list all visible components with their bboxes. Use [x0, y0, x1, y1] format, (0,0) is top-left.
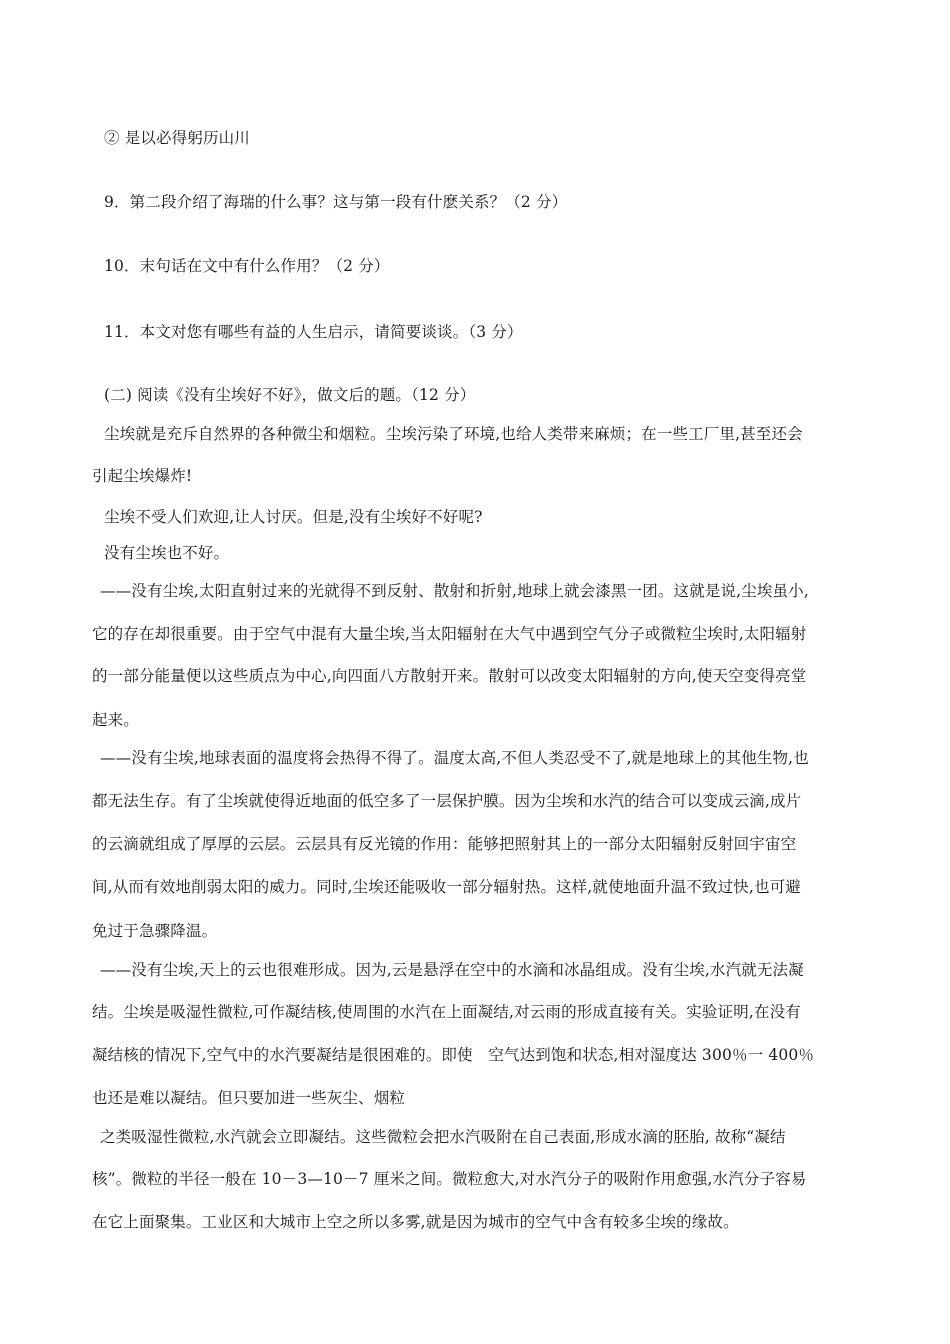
passage-line: 尘埃不受人们欢迎,让人讨厌。但是,没有尘埃好不好呢?: [104, 508, 483, 526]
passage-line: ——没有尘埃,天上的云也很难形成。因为,云是悬浮在空中的水滴和冰晶组成。没有尘埃,水汽就无法凝: [100, 961, 804, 979]
section-2-heading: (二) 阅读《没有尘埃好不好》，做文后的题。（12 分）: [104, 386, 476, 404]
passage-line: 的一部分能量便以这些质点为中心,向四面八方散射开来。散射可以改变太阳辐射的方向,使天空变得亮堂: [92, 667, 807, 685]
passage-line: 它的存在却很重要。由于空气中混有大量尘埃,当太阳辐射在大气中遇到空气分子或微粒尘埃时,太阳辐射: [92, 625, 807, 643]
passage-line: 的云滴就组成了厚厚的云层。云层具有反光镜的作用：能够把照射其上的一部分太阳辐射反射回宇宙空: [92, 835, 797, 853]
passage-line: 凝结核的情况下,空气中的水汽要凝结是很困难的。即使 空气达到饱和状态,相对湿度达 300％一 400％: [92, 1046, 815, 1064]
question-8-item-2: ② 是以必得躬历山川: [104, 129, 250, 147]
passage-line: 起来。: [92, 711, 139, 729]
question-10: 10．末句话在文中有什么作用？（2 分）: [104, 257, 390, 275]
passage-line: 尘埃就是充斥自然界的各种微尘和烟粒。尘埃污染了环境,也给人类带来麻烦；在一些工厂里,甚至还会: [104, 425, 803, 443]
passage-line: 都无法生存。有了尘埃就使得近地面的低空多了一层保护膜。因为尘埃和水汽的结合可以变成云滴,成片: [92, 792, 802, 810]
question-11: 11．本文对您有哪些有益的人生启示，请简要谈谈。（3 分）: [104, 323, 523, 341]
passage-line: 在它上面聚集。工业区和大城市上空之所以多雾,就是因为城市的空气中含有较多尘埃的缘故。: [92, 1213, 739, 1231]
passage-line: 没有尘埃也不好。: [104, 544, 230, 562]
passage-line: ——没有尘埃,地球表面的温度将会热得不得了。温度太高,不但人类忍受不了,就是地球上的其他生物,也: [100, 749, 809, 767]
question-9: 9．第二段介绍了海瑞的什么事？这与第一段有什麽关系？（2 分）: [104, 193, 568, 211]
passage-line: 之类吸湿性微粒,水汽就会立即凝结。这些微粒会把水汽吸附在自己表面,形成水滴的胚胎, 故称“凝结: [100, 1128, 786, 1146]
passage-line: 结。尘埃是吸湿性微粒,可作凝结核,使周围的水汽在上面凝结,对云雨的形成直接有关。实验证明,在没有: [92, 1003, 801, 1021]
passage-line: 也还是难以凝结。但只要加进一些灰尘、烟粒: [92, 1089, 406, 1107]
passage-line: ——没有尘埃,太阳直射过来的光就得不到反射、散射和折射,地球上就会漆黑一团。这就是说,尘埃虽小,: [100, 582, 809, 600]
passage-line: 核”。微粒的半径一般在 10－3—10－7 厘米之间。微粒愈大,对水汽分子的吸附作用愈强,水汽分子容易: [92, 1170, 807, 1188]
passage-line: 引起尘埃爆炸!: [92, 467, 193, 485]
passage-line: 免过于急骤降温。: [92, 922, 218, 940]
passage-line: 间,从而有效地削弱太阳的威力。同时,尘埃还能吸收一部分辐射热。这样,就使地面升温不致过快,也可避: [92, 878, 801, 896]
